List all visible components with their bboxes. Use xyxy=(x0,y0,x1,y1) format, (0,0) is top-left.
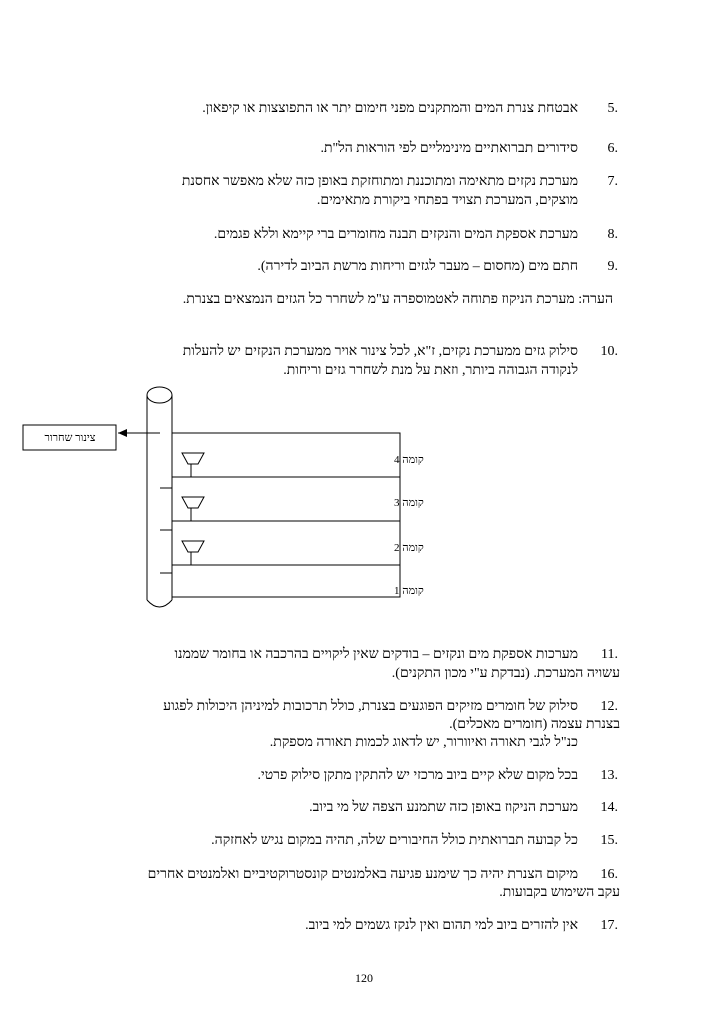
item-text: עקב השימוש בקבועות. xyxy=(499,885,620,900)
item-number: .13 xyxy=(600,768,618,783)
item-number: .8 xyxy=(607,227,618,242)
item-number: .11 xyxy=(601,647,618,662)
item-text: מערכת אספקת המים והנקזים תבנה מחומרים ברי קיימא וללא פגמים. xyxy=(213,227,578,242)
item-number: .6 xyxy=(607,141,618,156)
page-number: 120 xyxy=(355,971,373,985)
item-text: מערכות אספקת מים ונקזים – בודקים שאין ליקויים בהרכבה או בחומר שממנו xyxy=(174,647,578,662)
item-text: סילוק של חומרים מזיקים הפוגעים בצנרת, כולל תרכובות למיניהן היכולות לפגוע xyxy=(163,699,578,714)
item-text: בכל מקום שלא קיים ביוב מרכזי יש להתקין מתקן סילוק פרטי. xyxy=(257,768,578,783)
item-text: כנ"ל לגבי תאורה ואיוורור, יש לדאוג לכמות תאורה מספקת. xyxy=(269,735,578,750)
item-number: .9 xyxy=(607,259,618,274)
item-number: .5 xyxy=(607,101,618,116)
item-text: אבטחת צנרת המים והמתקנים מפני חימום יתר או התפוצצות או קיפאון. xyxy=(202,101,578,116)
item-text: לנקודה הגבוהה ביותר, וזאת על מנת לשחרר גזים וריחות. xyxy=(283,363,578,378)
item-text: סילוק גזים ממערכת נקזים, ז"א, לכל צינור אויר ממערכת הנקזים יש להעלות xyxy=(182,344,578,359)
note-text: הערה: מערכת הניקוז פתוחה לאטמוספרה ע"מ לשחרר כל הגזים הנמצאים בצנרת. xyxy=(182,292,613,307)
item-number: .16 xyxy=(600,867,618,882)
item-number: .10 xyxy=(600,344,618,359)
item-text: אין להזרים ביוב למי תהום ואין לנקז גשמים למי ביוב. xyxy=(305,918,578,933)
item-text: סידורים תברואתיים מינימליים לפי הוראות הל"ת. xyxy=(320,141,578,156)
floor-label: קומה 2 xyxy=(394,542,424,554)
vent-release-label xyxy=(23,425,160,450)
item-text: מערכת הניקוז באופן כזה שתמנע הצפה של מי ביוב. xyxy=(309,800,578,815)
item-text: כל קבועה תברואתית כולל החיבורים שלה, תהיה במקום נגיש לאחזקה. xyxy=(211,833,578,848)
item-number: .15 xyxy=(600,833,618,848)
item-text: עשויה המערכת. (נבדקת ע"י מכון התקנים). xyxy=(391,666,620,681)
item-text: מוצקים, המערכת תצויד בפתחי ביקורת מתאימים. xyxy=(316,193,578,208)
item-number: .17 xyxy=(600,918,618,933)
floors-box xyxy=(172,433,400,597)
item-text: בצנרת עצמה (חומרים מאכלים). xyxy=(449,717,620,732)
floor-label: קומה 4 xyxy=(394,454,424,466)
item-text: מיקום הצנרת יהיה כך שימנע פגיעה באלמנטים קונסטרוקטיביים ואלמנטים אחרים xyxy=(147,867,578,882)
vent-release-text: צינור שחרור xyxy=(44,432,96,444)
floor-label: קומה 3 xyxy=(394,497,424,509)
vent-pipe xyxy=(147,387,172,607)
item-text: חתם מים (מחסום – מעבר לגזים וריחות מרשת הביוב לדירה). xyxy=(257,259,578,274)
branch-stubs xyxy=(160,488,172,573)
item-number: .7 xyxy=(607,174,618,189)
item-text: מערכת נקזים מתאימה ומתוכננת ומתוחזקת באופן כזה שלא מאפשר אחסנת xyxy=(181,174,578,189)
floor-label: קומה 1 xyxy=(394,585,424,597)
item-number: .12 xyxy=(600,699,618,714)
item-number: .14 xyxy=(600,800,618,815)
